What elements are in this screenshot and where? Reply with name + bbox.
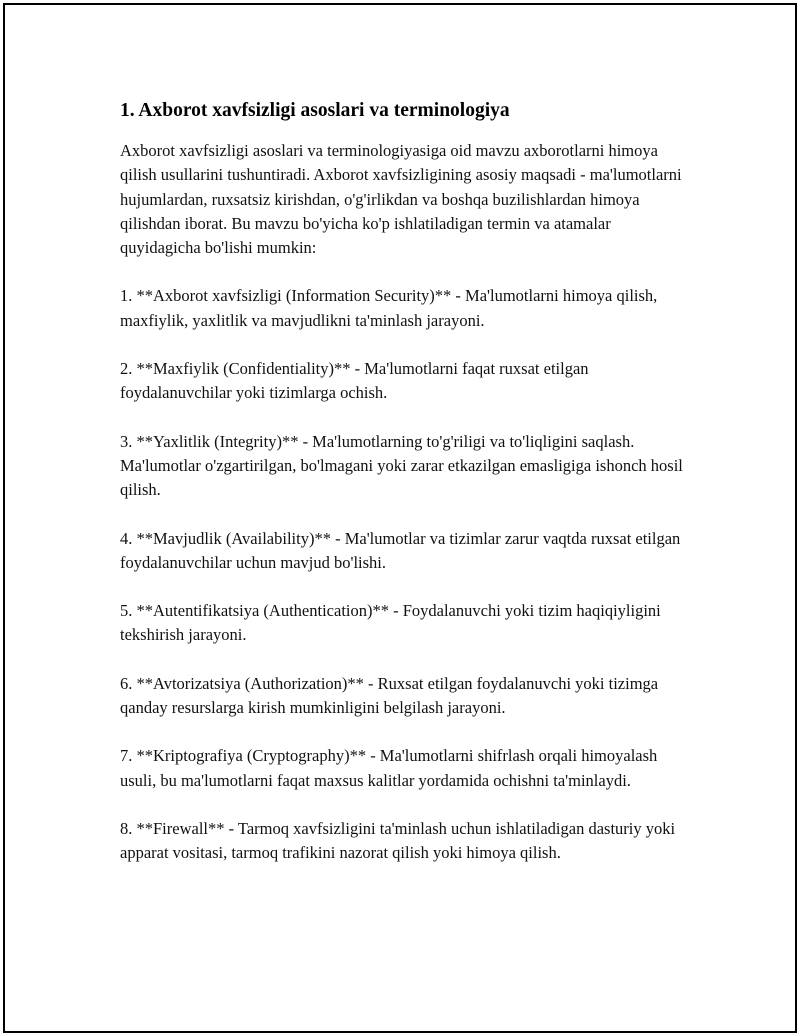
term-cryptography: 7. **Kriptografiya (Cryptography)** - Ma'lumotlarni shifrlash orqali himoyalash usuli, bu ma'lumotlarni faqat maxsus kalitlar yordamida ochishni ta'minlaydi. bbox=[120, 746, 658, 790]
term-authentication: 5. **Autentifikatsiya (Authentication)** - Foydalanuvchi yoki tizim haqiqiyligini tekshirish jarayoni. bbox=[120, 601, 661, 645]
document-page bbox=[3, 3, 797, 1033]
term-information-security: 1. **Axborot xavfsizligi (Information Security)** - Ma'lumotlarni himoya qilish, maxfiylik, yaxlitlik va mavjudlikni ta'minlash jarayoni. bbox=[120, 286, 658, 330]
term-availability: 4. **Mavjudlik (Availability)** - Ma'lumotlar va tizimlar zarur vaqtda ruxsat etilgan foydalanuvchilar uchun mavjud bo'lishi. bbox=[120, 528, 681, 572]
document-heading: 1. Axborot xavfsizligi asoslari va terminologiya bbox=[120, 100, 510, 121]
term-authorization: 6. **Avtorizatsiya (Authorization)** - Ruxsat etilgan foydalanuvchi yoki tizimga qanday resurslarga kirish mumkinligini belgilash jarayoni. bbox=[120, 673, 659, 718]
term-integrity: 3. **Yaxlitlik (Integrity)** - Ma'lumotlarning to'g'riligi va to'liqligini saqlash. Ma'lumotlar o'zgartirilgan, bo'lmagani yoki zarar etkazilgan emasligiga ishonch hosil qilish. bbox=[120, 431, 683, 500]
term-firewall: 8. **Firewall** - Tarmoq xavfsizligini ta'minlash uchun ishlatiladigan dasturiy yoki apparat vositasi, tarmoq trafikini nazorat qilish yoki himoya qilish. bbox=[120, 818, 676, 863]
document-body bbox=[120, 97, 690, 890]
intro-paragraph: Axborot xavfsizligi asoslari va terminologiyasiga oid mavzu axborotlarni himoya qilish usullarini tushuntiradi. Axborot xavfsizligining asosiy maqsadi - ma'lumotlarni hujumlardan, ruxsatsiz kirishdan, o'g'irlikdan va boshqa buzilishlardan himoya qilishdan iborat. Bu mavzu bo'yicha ko'p ishlatiladigan termin va atamalar quyidagicha bo'lishi mumkin: bbox=[120, 141, 682, 258]
term-confidentiality: 2. **Maxfiylik (Confidentiality)** - Ma'lumotlarni faqat ruxsat etilgan foydalanuvchilar yoki tizimlarga ochish. bbox=[120, 359, 589, 403]
